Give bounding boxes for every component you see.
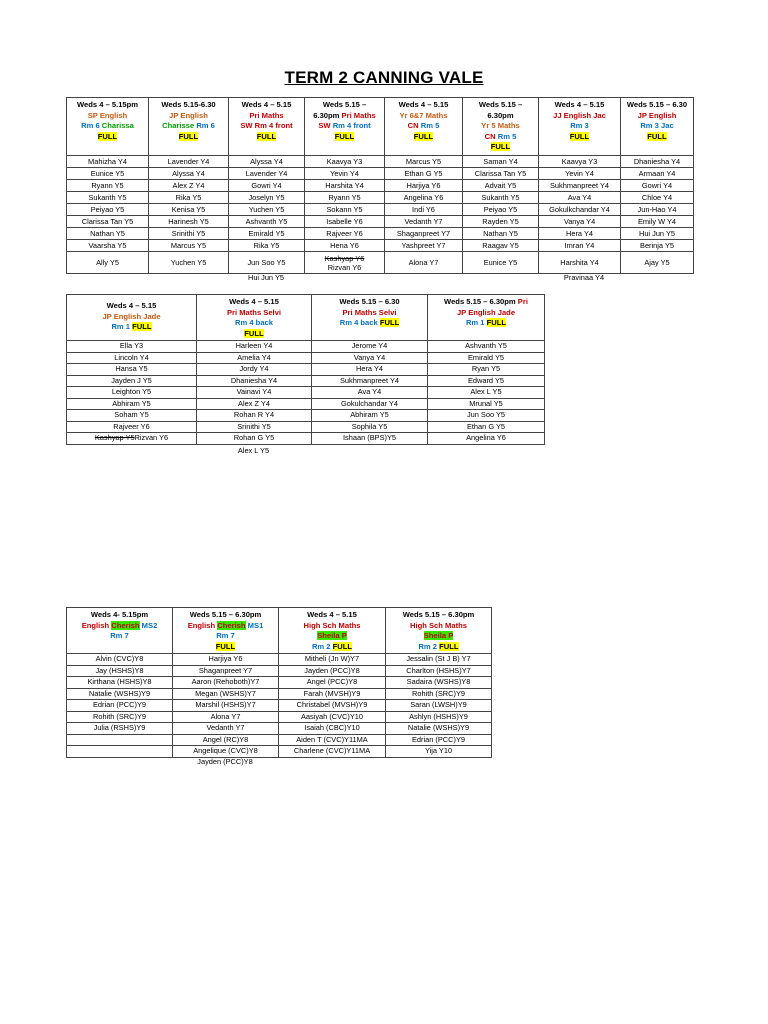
table-row xyxy=(67,204,694,216)
page-title: TERM 2 CANNING VALE xyxy=(284,68,484,87)
table-row xyxy=(67,665,492,677)
student-cell: Clarissa Tan Y5 xyxy=(463,168,539,180)
student-cell: Raagav Y5 xyxy=(463,240,539,252)
student-cell: Peiyao Y5 xyxy=(463,204,539,216)
table-row xyxy=(67,734,492,746)
student-cell: Rohith (SRC)Y9 xyxy=(67,711,173,723)
student-cell: Lincoln Y4 xyxy=(67,352,197,364)
student-cell: Sukhmanpreet Y4 xyxy=(312,375,428,387)
student-cell: Srinithi Y5 xyxy=(149,228,229,240)
student-cell: Vedanth Y7 xyxy=(385,216,463,228)
student-cell: Vanya Y4 xyxy=(312,352,428,364)
table-row xyxy=(67,688,492,700)
student-cell: Indi Y6 xyxy=(385,204,463,216)
student-cell: Sokann Y5 xyxy=(305,204,385,216)
extra-student: Pravinaa Y4 xyxy=(563,273,605,282)
student-cell: Christabel (MVSH)Y9 xyxy=(279,700,386,712)
student-cell: Jun Soo Y5 xyxy=(229,252,305,274)
table-row xyxy=(67,421,545,433)
student-cell: Alyssa Y4 xyxy=(229,156,305,168)
student-cell: Edward Y5 xyxy=(428,375,545,387)
extra-student: Hui Jun Y5 xyxy=(247,273,285,282)
table-row xyxy=(67,398,545,410)
student-cell xyxy=(67,433,197,445)
student-cell: Vanya Y4 xyxy=(539,216,621,228)
student-cell: Marcus Y5 xyxy=(149,240,229,252)
table-row xyxy=(67,746,492,758)
full-badge: FULL xyxy=(379,318,400,327)
student-cell: Advait Y5 xyxy=(463,180,539,192)
table-row xyxy=(67,240,694,252)
table-row xyxy=(67,711,492,723)
student-cell: Mitheli (Jn W)Y7 xyxy=(279,654,386,666)
class-header: Weds 5.15 – 6.30 JP English Rm 3 Jac FULL xyxy=(621,98,694,156)
student-cell: Natalie (WSHS)Y9 xyxy=(67,688,173,700)
student-cell: Rika Y5 xyxy=(149,192,229,204)
student-cell: Rohan R Y4 xyxy=(197,410,312,422)
student-cell: Yevin Y4 xyxy=(539,168,621,180)
full-badge: FULL xyxy=(569,131,590,141)
table-row xyxy=(67,228,694,240)
student-cell: Shaganpreet Y7 xyxy=(173,665,279,677)
student-cell: Abhiram Y5 xyxy=(312,410,428,422)
class-header: Weds 4 – 5.15 Yr 6&7 Maths CN Rm 5 FULL xyxy=(385,98,463,156)
student-cell: Harinesh Y5 xyxy=(149,216,229,228)
student-cell: Charlene (CVC)Y11MA xyxy=(279,746,386,758)
table-row xyxy=(67,723,492,735)
full-badge: FULL xyxy=(486,318,507,327)
student-cell: Emirald Y5 xyxy=(428,352,545,364)
student-cell: Ajay Y5 xyxy=(621,252,694,274)
student-cell: Hena Y6 xyxy=(305,240,385,252)
class-header: Weds 4- 5.15pm English Cherish MS2 Rm 7 xyxy=(67,608,173,654)
student-cell: Gokulkchandar Y4 xyxy=(539,204,621,216)
student-cell: Natalie (WSHS)Y9 xyxy=(386,723,492,735)
student-cell: Nathan Y5 xyxy=(463,228,539,240)
student-cell: Ryann Y5 xyxy=(67,180,149,192)
table-row xyxy=(67,364,545,376)
student-cell: Sukhmanpreet Y4 xyxy=(539,180,621,192)
student-cell: Angelina Y6 xyxy=(428,433,545,445)
student-cell: Alex Z Y4 xyxy=(149,180,229,192)
table-row xyxy=(67,677,492,689)
student-cell xyxy=(305,252,385,274)
student-cell: Shaganpreet Y7 xyxy=(385,228,463,240)
student-cell: Hera Y4 xyxy=(539,228,621,240)
student-cell: Isabelle Y6 xyxy=(305,216,385,228)
student-cell: Sukanth Y5 xyxy=(463,192,539,204)
class-header: Weds 5.15 – 6.30pm Pri JP English Jade Rm 1 FULL xyxy=(428,295,545,341)
student-cell: Hui Jun Y5 xyxy=(621,228,694,240)
class-header: Weds 4 – 5.15 Pri Maths Selvi Rm 4 back FULL xyxy=(197,295,312,341)
student-name: Rizvan Y6 xyxy=(134,433,169,442)
table-row xyxy=(67,410,545,422)
student-cell: Gowri Y4 xyxy=(229,180,305,192)
student-cell: Clarissa Tan Y5 xyxy=(67,216,149,228)
student-cell: Aiden T (CVC)Y11MA xyxy=(279,734,386,746)
student-cell: Alex Z Y4 xyxy=(197,398,312,410)
student-cell: Alona Y7 xyxy=(173,711,279,723)
student-cell: Jessalin (St J B) Y7 xyxy=(386,654,492,666)
student-cell: Ashvanth Y5 xyxy=(428,341,545,353)
student-cell: Gokulchandar Y4 xyxy=(312,398,428,410)
table-body xyxy=(67,341,545,445)
student-cell: Kaavya Y3 xyxy=(305,156,385,168)
table-row xyxy=(67,375,545,387)
extra-student: Jayden (PCC)Y8 xyxy=(197,757,253,766)
student-cell: Ryann Y5 xyxy=(305,192,385,204)
table-row xyxy=(67,252,694,274)
student-cell: Soham Y5 xyxy=(67,410,197,422)
student-cell: Lavender Y4 xyxy=(229,168,305,180)
timetable-table-1 xyxy=(66,97,694,274)
student-cell: Berinja Y5 xyxy=(621,240,694,252)
student-cell: Eunice Y5 xyxy=(463,252,539,274)
student-cell: Rohith (SRC)Y9 xyxy=(386,688,492,700)
full-badge: FULL xyxy=(97,131,118,141)
student-cell: Sukanth Y5 xyxy=(67,192,149,204)
student-cell: Edrian (PCC)Y9 xyxy=(386,734,492,746)
class-header: Weds 5.15 – 6.30pm English Cherish MS1 Rm 7 FULL xyxy=(173,608,279,654)
student-cell: Aaron (Rehoboth)Y7 xyxy=(173,677,279,689)
class-header: Weds 5.15-6.30 JP English Charisse Rm 6 FULL xyxy=(149,98,229,156)
student-cell: Alyssa Y4 xyxy=(149,168,229,180)
student-cell: Vedanth Y7 xyxy=(173,723,279,735)
student-cell: Harjiya Y6 xyxy=(385,180,463,192)
student-cell: Marshil (HSHS)Y7 xyxy=(173,700,279,712)
student-cell: Angel (RC)Y8 xyxy=(173,734,279,746)
student-cell: Eunice Y5 xyxy=(67,168,149,180)
student-cell: Peiyao Y5 xyxy=(67,204,149,216)
student-name: Rizvan Y6 xyxy=(327,262,362,272)
student-cell: Armaan Y4 xyxy=(621,168,694,180)
table-row xyxy=(67,180,694,192)
student-cell: Kirthana (HSHS)Y8 xyxy=(67,677,173,689)
student-cell xyxy=(67,746,173,758)
student-cell: Vaarsha Y5 xyxy=(67,240,149,252)
student-cell: Sophila Y5 xyxy=(312,421,428,433)
student-cell: Angel (PCC)Y8 xyxy=(279,677,386,689)
student-cell: Emirald Y5 xyxy=(229,228,305,240)
full-badge: FULL xyxy=(332,641,353,651)
table-row xyxy=(67,387,545,399)
extra-student: Alex L Y5 xyxy=(237,446,270,455)
table-row xyxy=(67,654,492,666)
table-row xyxy=(67,433,545,445)
student-cell: Ashlyn (HSHS)Y9 xyxy=(386,711,492,723)
full-badge: FULL xyxy=(490,142,511,151)
student-cell: Jordy Y4 xyxy=(197,364,312,376)
student-cell: Amelia Y4 xyxy=(197,352,312,364)
timetable-table-2 xyxy=(66,294,545,445)
class-header: Weds 5.15 – 6.30pm Yr 5 Maths CN Rm 5 FULL xyxy=(463,98,539,156)
full-badge: FULL xyxy=(244,328,264,338)
student-cell: Ava Y4 xyxy=(312,387,428,399)
class-header: Weds 4 – 5.15 JP English Jade Rm 1 FULL xyxy=(67,295,197,341)
student-cell: Megan (WSHS)Y7 xyxy=(173,688,279,700)
table-row xyxy=(67,341,545,353)
class-header: Weds 4 – 5.15 JJ English Jac Rm 3 FULL xyxy=(539,98,621,156)
student-cell: Hansa Y5 xyxy=(67,364,197,376)
student-cell: Jerome Y4 xyxy=(312,341,428,353)
full-badge: FULL xyxy=(647,131,667,141)
class-header: Weds 5.15 – 6.30pm High Sch Maths Sheila P Rm 2 FULL xyxy=(386,608,492,654)
student-cell: Dhaniesha Y4 xyxy=(621,156,694,168)
class-header: Weds 5.15 – 6.30pm Pri Maths SW Rm 4 front FULL xyxy=(305,98,385,156)
student-cell: Saran (LWSH)Y9 xyxy=(386,700,492,712)
student-cell: Yuchen Y5 xyxy=(229,204,305,216)
student-cell: Yashpreet Y7 xyxy=(385,240,463,252)
class-header: Weds 4 – 5.15 High Sch Maths Sheila P Rm 2 FULL xyxy=(279,608,386,654)
student-cell: Alex L Y5 xyxy=(428,387,545,399)
struck-student: Kashyap Y5 xyxy=(94,433,135,442)
table-row xyxy=(67,700,492,712)
student-cell: Saman Y4 xyxy=(463,156,539,168)
class-header: Weds 4 – 5.15pm SP English Rm 6 Charissa FULL xyxy=(67,98,149,156)
student-cell: Ava Y4 xyxy=(539,192,621,204)
student-cell: Mrunal Y5 xyxy=(428,398,545,410)
student-cell: Sadaira (WSHS)Y8 xyxy=(386,677,492,689)
class-header: Weds 4 – 5.15 Pri Maths SW Rm 4 front FULL xyxy=(229,98,305,156)
student-cell: Alvin (CVC)Y8 xyxy=(67,654,173,666)
student-cell: Abhiram Y5 xyxy=(67,398,197,410)
table-row xyxy=(67,352,545,364)
student-cell: Julia (RSHS)Y9 xyxy=(67,723,173,735)
student-cell: Rajveer Y6 xyxy=(67,421,197,433)
student-cell: Rohan G Y5 xyxy=(197,433,312,445)
student-cell: Harshita Y4 xyxy=(305,180,385,192)
student-cell: Vainavi Y4 xyxy=(197,387,312,399)
class-header: Weds 5.15 – 6.30 Pri Maths Selvi Rm 4 back FULL xyxy=(312,295,428,341)
student-cell: Lavender Y4 xyxy=(149,156,229,168)
timetable-table-3 xyxy=(66,607,492,758)
student-cell: Angelique (CVC)Y8 xyxy=(173,746,279,758)
student-cell: Dhaniesha Y4 xyxy=(197,375,312,387)
table-body xyxy=(67,654,492,758)
full-badge: FULL xyxy=(413,131,434,141)
student-cell: Harleen Y4 xyxy=(197,341,312,353)
student-cell: Angelina Y6 xyxy=(385,192,463,204)
student-cell: Edrian (PCC)Y9 xyxy=(67,700,173,712)
student-cell: Chloe Y4 xyxy=(621,192,694,204)
student-cell: Farah (MVSH)Y9 xyxy=(279,688,386,700)
student-cell: Marcus Y5 xyxy=(385,156,463,168)
student-cell: Jay (HSHS)Y8 xyxy=(67,665,173,677)
student-cell: Leighton Y5 xyxy=(67,387,197,399)
student-cell: Kenisa Y5 xyxy=(149,204,229,216)
student-cell: Harjiya Y6 xyxy=(173,654,279,666)
student-cell: Ella Y3 xyxy=(67,341,197,353)
student-cell: Jun-Hao Y4 xyxy=(621,204,694,216)
student-cell: Ethan G Y5 xyxy=(385,168,463,180)
full-badge: FULL xyxy=(215,641,236,651)
student-cell: Yija Y10 xyxy=(386,746,492,758)
student-cell: Hera Y4 xyxy=(312,364,428,376)
student-cell: Ally Y5 xyxy=(67,252,149,274)
student-cell: Gowri Y4 xyxy=(621,180,694,192)
student-cell: Isaiah (CBC)Y10 xyxy=(279,723,386,735)
struck-student: Kashyap Y6 xyxy=(324,253,365,263)
student-cell: Yuchen Y5 xyxy=(149,252,229,274)
student-cell: Rayden Y5 xyxy=(463,216,539,228)
table-row xyxy=(67,168,694,180)
student-cell: Aasiyah (CVC)Y10 xyxy=(279,711,386,723)
student-cell: Jun Soo Y5 xyxy=(428,410,545,422)
student-cell xyxy=(67,734,173,746)
student-cell: Srinithi Y5 xyxy=(197,421,312,433)
table-row xyxy=(67,156,694,168)
student-cell: Emily W Y4 xyxy=(621,216,694,228)
full-badge: FULL xyxy=(334,131,355,141)
student-cell: Alona Y7 xyxy=(385,252,463,274)
student-cell: Mahizha Y4 xyxy=(67,156,149,168)
table-body xyxy=(67,156,694,274)
student-cell: Rajveer Y6 xyxy=(305,228,385,240)
student-cell: Charlton (HSHS)Y7 xyxy=(386,665,492,677)
student-cell: Jayden J Y5 xyxy=(67,375,197,387)
student-cell: Imran Y4 xyxy=(539,240,621,252)
full-badge: FULL xyxy=(439,641,459,651)
student-cell: Ryan Y5 xyxy=(428,364,545,376)
full-badge: FULL xyxy=(132,322,152,331)
table-row xyxy=(67,216,694,228)
student-cell: Nathan Y5 xyxy=(67,228,149,240)
student-cell: Kaavya Y3 xyxy=(539,156,621,168)
full-badge: FULL xyxy=(256,131,277,141)
student-cell: Rika Y5 xyxy=(229,240,305,252)
student-cell: Ishaan (BPS)Y5 xyxy=(312,433,428,445)
student-cell: Ethan G Y5 xyxy=(428,421,545,433)
table-row xyxy=(67,192,694,204)
student-cell: Harshita Y4 xyxy=(539,252,621,274)
full-badge: FULL xyxy=(178,131,199,141)
student-cell: Joselyn Y5 xyxy=(229,192,305,204)
student-cell: Jayden (PCC)Y8 xyxy=(279,665,386,677)
student-cell: Yevin Y4 xyxy=(305,168,385,180)
student-cell: Ashvanth Y5 xyxy=(229,216,305,228)
